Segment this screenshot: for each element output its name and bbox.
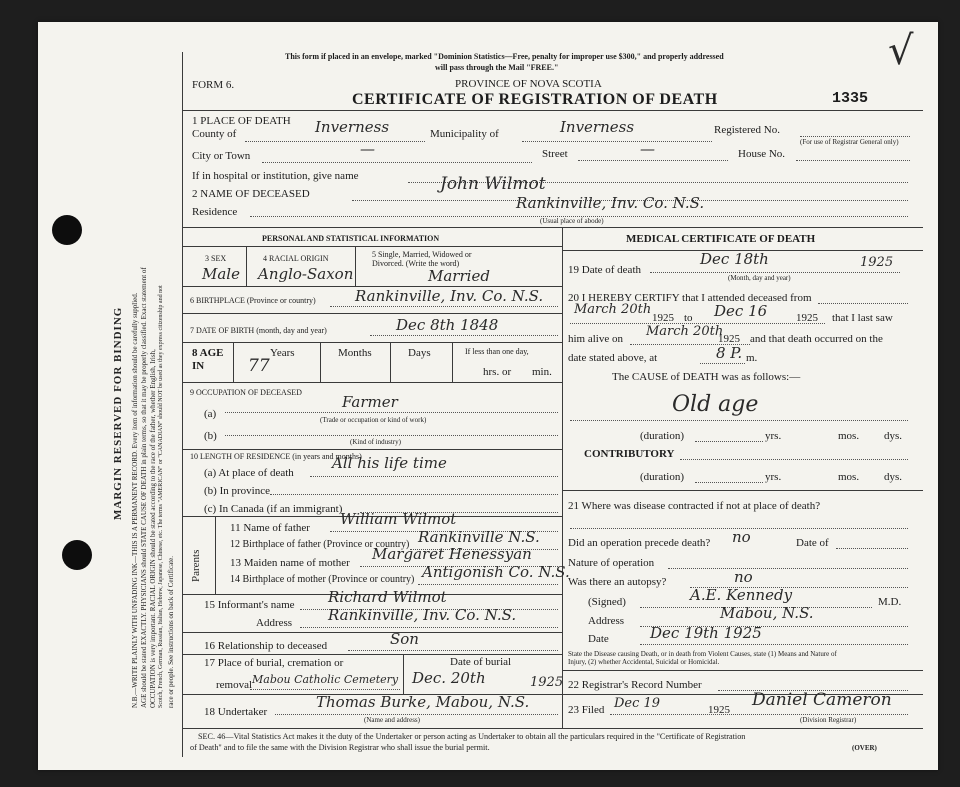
row-rule-9 [183, 382, 562, 383]
years-value: 77 [248, 356, 270, 376]
footer-line-1: SEC. 46—Vital Statistics Act makes it the duty of the Undertaker or person acting as Undertaker to obtain all the particulars required in the "Certificate of Registration [198, 732, 746, 741]
filed-year: 1925 [708, 704, 730, 716]
racial-divider [355, 246, 356, 286]
contributory-label: CONTRIBUTORY [584, 448, 675, 460]
at-place-label: (a) At place of death [204, 467, 294, 479]
date-of-death-note: (Month, day and year) [728, 274, 791, 282]
autopsy-label: Was there an autopsy? [568, 576, 667, 588]
mail-notice-line2: will pass through the Mail "FREE." [435, 63, 559, 72]
informant-address-label: Address [256, 617, 293, 629]
registrar-note: (For use of Registrar General only) [800, 138, 899, 146]
check-mark: √ [888, 28, 914, 74]
signed-label: (Signed) [588, 596, 626, 608]
date-of-death-line [650, 272, 900, 273]
years-label: Years [270, 347, 295, 359]
operation-value: no [732, 528, 751, 546]
deceased-name-label: 2 NAME OF DECEASED [192, 188, 310, 200]
contributory-line [680, 459, 908, 460]
date-of-death-year: 1925 [860, 255, 894, 270]
relationship-label: 16 Relationship to deceased [204, 640, 328, 652]
occupation-line [225, 412, 558, 413]
cause-label: The CAUSE of DEATH was as follows:— [612, 371, 801, 383]
father-birthplace-label: 12 Birthplace of father (Province or country) [230, 539, 410, 550]
contrib-dur-line [695, 482, 763, 483]
footer-over: (OVER) [852, 744, 877, 752]
margin-instruction-2: AGE should be stated EXACTLY. PHYSICIANS should STATE CAUSE OF DEATH in plain terms, so that it may be properly classified. Exact statement of [140, 267, 148, 708]
municipality-line [522, 141, 712, 142]
medical-heading: MEDICAL CERTIFICATE OF DEATH [626, 233, 816, 245]
municipality-label: Municipality of [430, 128, 499, 140]
time-of-death: 8 P. [716, 344, 743, 362]
occupation-b-note: (Kind of industry) [350, 438, 401, 446]
row-rule-10 [183, 449, 562, 450]
marital-label-1: 5 Single, Married, Widowed or [372, 250, 472, 259]
date-stated-label: date stated above, at [568, 352, 658, 364]
county-line [245, 141, 425, 142]
row-rule-7 [183, 313, 562, 314]
cause-dur-line [695, 441, 763, 442]
autopsy-value: no [734, 568, 753, 586]
cause-duration-label: (duration) [640, 430, 684, 442]
margin-instruction-5: race or people. See instructions on back of Certificate. [167, 556, 175, 708]
deceased-name-value: John Wilmot [440, 174, 546, 194]
min-label: min. [532, 366, 552, 378]
date-of-death-label: 19 Date of death [568, 264, 641, 276]
certificate-title: CERTIFICATE OF REGISTRATION OF DEATH [352, 91, 718, 108]
hrs-label: hrs. or [483, 366, 512, 378]
burial-year: 1925 [530, 675, 564, 690]
violent-causes-note-2: Injury, (2) whether Accidental, Suicidal or Homicidal. [568, 658, 720, 666]
row-rule-8 [183, 342, 562, 343]
burial-date-label: Date of burial [450, 656, 512, 668]
date-of-label: Date of [796, 537, 829, 549]
date-of-line [836, 548, 908, 549]
industry-line [225, 435, 558, 436]
racial-origin-label: 4 RACIAL ORIGIN [263, 254, 329, 263]
contrib-dys-label: dys. [884, 471, 903, 483]
physician-address-value: Mabou, N.S. [720, 604, 814, 622]
burial-place-value: Mabou Catholic Cemetery [252, 673, 399, 686]
age-div-1 [233, 342, 234, 382]
street-label: Street [542, 148, 568, 160]
margin-instruction-1: N.B.—WRITE PLAINLY WITH UNFADING INK—THIS IS A PERMANENT RECORD. Every item of information should be carefully supplied. [131, 292, 139, 708]
relationship-line [348, 650, 558, 651]
alive-on-label: him alive on [568, 333, 623, 345]
undertaker-value: Thomas Burke, Mabou, N.S. [316, 693, 530, 711]
undertaker-note: (Name and address) [364, 716, 420, 724]
father-name-value: William Wilmot [340, 510, 457, 528]
in-canada-label: (c) In Canada (if an immigrant) [204, 503, 343, 515]
physician-address-label: Address [588, 615, 625, 627]
occupation-b: (b) [204, 430, 217, 442]
personal-heading-rule [183, 246, 562, 247]
grid-top [183, 227, 923, 228]
registered-no-label: Registered No. [714, 124, 780, 136]
marital-value: Married [428, 267, 490, 285]
row-rule-16 [183, 632, 562, 633]
attended-from-date: March 20th [574, 302, 652, 317]
mother-birthplace-value: Antigonish Co. N.S. [422, 563, 570, 581]
footer-line-2: of Death" and to file the same with the Division Registrar who shall issue the burial permit. [190, 743, 490, 752]
signed-date-label: Date [588, 633, 609, 645]
informant-address-line [300, 627, 558, 628]
parents-label: Parents [190, 549, 202, 582]
province-heading: PROVINCE OF NOVA SCOTIA [455, 78, 602, 90]
municipality-value: Inverness [560, 118, 635, 136]
city-value: — [360, 140, 375, 158]
time-line [700, 363, 745, 364]
length-residence-label: 10 LENGTH OF RESIDENCE (in years and months) [190, 452, 362, 461]
nature-line [668, 568, 908, 569]
header-rule [183, 110, 923, 111]
age-div-4 [452, 342, 453, 382]
nature-operation-label: Nature of operation [568, 557, 655, 569]
residence-label: Residence [192, 206, 238, 218]
county-value: Inverness [315, 118, 390, 136]
binding-margin-label: MARGIN RESERVED FOR BINDING [112, 306, 124, 520]
residence-value: Rankinville, Inv. Co. N.S. [516, 194, 705, 212]
parents-divider [215, 516, 216, 594]
attended-to-year: 1925 [796, 312, 818, 324]
racial-origin-value: Anglo-Saxon [258, 265, 354, 283]
occupation-a-note: (Trade or occupation or kind of work) [320, 416, 427, 424]
burial-date-value: Dec. 20th [412, 669, 486, 687]
certificate-number: 1335 [832, 90, 869, 107]
occurred-label: and that death occurred on the [750, 333, 883, 345]
undertaker-label: 18 Undertaker [204, 706, 268, 718]
informant-value: Richard Wilmot [328, 588, 447, 606]
filed-date-value: Dec 19 [614, 696, 661, 711]
signed-date-value: Dec 19th 1925 [650, 624, 762, 642]
in-province-label: (b) In province [204, 485, 270, 497]
medical-rule-22 [562, 670, 923, 671]
division-registrar-signature: Daniel Cameron [752, 690, 892, 710]
medical-rule-21 [562, 490, 923, 491]
operation-label: Did an operation precede death? [568, 537, 711, 549]
occupation-a: (a) [204, 408, 217, 420]
alive-on-year: 1925 [718, 333, 740, 345]
abode-note: (Usual place of abode) [540, 217, 604, 225]
burial-label-1: 17 Place of burial, cremation or [204, 657, 344, 669]
county-label: County of [192, 128, 237, 140]
age-div-3 [390, 342, 391, 382]
punch-hole-top [52, 215, 82, 245]
mother-birthplace-label: 14 Birthplace of mother (Province or country) [230, 574, 415, 585]
marital-label-2: Divorced. (Write the word) [372, 259, 460, 268]
registered-line [800, 136, 910, 137]
place-of-death-label: 1 PLACE OF DEATH [192, 115, 291, 127]
burial-label-2: removal [216, 679, 253, 691]
sex-label: 3 SEX [205, 254, 227, 263]
city-line [262, 162, 532, 163]
registrar-record-label: 22 Registrar's Record Number [568, 679, 702, 691]
division-registrar-note: (Division Registrar) [800, 716, 857, 724]
date-of-death-value: Dec 18th [700, 250, 769, 268]
dob-line [370, 335, 558, 336]
dob-value: Dec 8th 1848 [396, 316, 499, 334]
md-label: M.D. [878, 596, 902, 608]
mother-name-label: 13 Maiden name of mother [230, 557, 350, 569]
certify-label: 20 I HEREBY CERTIFY that I attended deceased from [568, 292, 812, 304]
birthplace-value: Rankinville, Inv. Co. N.S. [355, 287, 544, 305]
cause-yrs-label: yrs. [765, 430, 782, 442]
signed-date-line [640, 644, 908, 645]
less-than-day-label: If less than one day, [465, 347, 529, 356]
certify-line [818, 303, 908, 304]
house-no-label: House No. [738, 148, 786, 160]
burial-divider [403, 654, 404, 694]
at-place-line [310, 476, 558, 477]
house-line [796, 160, 910, 161]
filed-label: 23 Filed [568, 704, 605, 716]
months-label: Months [338, 347, 372, 359]
punch-hole-bottom [62, 540, 92, 570]
mail-notice-line1: This form if placed in an envelope, marked "Dominion Statistics—Free, penalty for improper use $300," and properly addressed [285, 52, 724, 61]
occupation-value: Farmer [342, 393, 398, 411]
birthplace-line [330, 306, 558, 307]
to-label: to [684, 312, 693, 324]
signed-value: A.E. Kennedy [690, 586, 793, 604]
filed-line [610, 714, 908, 715]
age-label: 8 AGE IN [192, 347, 224, 372]
cause-value: Old age [672, 392, 759, 417]
contrib-duration-label: (duration) [640, 471, 684, 483]
contrib-mos-label: mos. [838, 471, 860, 483]
last-saw-label: that I last saw [832, 312, 893, 324]
sex-divider [246, 246, 247, 286]
violent-causes-note-1: State the Disease causing Death, or in death from Violent Causes, state (1) Means and Nature of [568, 650, 837, 658]
father-name-label: 11 Name of father [230, 522, 310, 534]
form-number: FORM 6. [192, 79, 235, 91]
margin-instruction-4: Scotch, French, German, Russian, Italian, Hebrew, Japanese, Chinese, etc. The terms "AMERICAN" or "CANADIAN" should NOT be used as they express citizenship and not [158, 285, 164, 708]
city-label: City or Town [192, 150, 251, 162]
street-line [578, 160, 728, 161]
mother-name-value: Margaret Henessyan [372, 545, 532, 563]
birthplace-label: 6 BIRTHPLACE (Province or country) [190, 296, 316, 305]
contrib-yrs-label: yrs. [765, 471, 782, 483]
cause-line [570, 420, 908, 421]
days-label: Days [408, 347, 431, 359]
father-birthplace-value: Rankinville N.S. [418, 528, 540, 546]
informant-label: 15 Informant's name [204, 599, 295, 611]
margin-instruction-3: OCCUPATION is very important. RACIAL ORIGIN should be stated according to the race of the father, whether English, Irish, [149, 349, 157, 708]
mother-bp-line [418, 584, 558, 585]
personal-heading: PERSONAL AND STATISTICAL INFORMATION [262, 234, 440, 243]
informant-address-value: Rankinville, Inv. Co. N.S. [328, 606, 517, 624]
relationship-value: Son [390, 630, 419, 648]
in-province-line [270, 494, 558, 495]
dob-label: 7 DATE OF BIRTH (month, day and year) [190, 326, 327, 335]
attended-from-year: 1925 [652, 312, 674, 324]
street-value: — [640, 140, 655, 158]
cause-mos-label: mos. [838, 430, 860, 442]
undertaker-line [275, 714, 558, 715]
q21-label: 21 Where was disease contracted if not at place of death? [568, 500, 821, 512]
sex-value: Male [202, 265, 240, 283]
burial-place-line [250, 689, 400, 690]
margin-rule [182, 52, 183, 757]
at-place-value: All his life time [332, 454, 447, 472]
hospital-label: If in hospital or institution, give name [192, 170, 359, 182]
age-div-2 [320, 342, 321, 382]
attended-to-date: Dec 16 [714, 302, 768, 320]
alive-on-date: March 20th [646, 324, 724, 339]
grid-bottom [183, 728, 923, 729]
row-rule-17 [183, 654, 562, 655]
grid-center-divider [562, 227, 563, 729]
cause-dys-label: dys. [884, 430, 903, 442]
m-label: m. [746, 352, 758, 364]
occupation-label: 9 OCCUPATION OF DECEASED [190, 388, 302, 397]
